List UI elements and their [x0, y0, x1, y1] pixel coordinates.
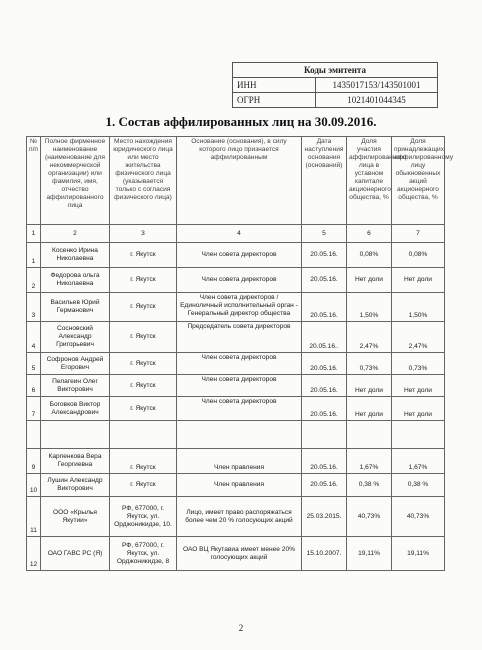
- col-header-number: № п/п: [27, 137, 41, 225]
- affiliate-stock: 1,67%: [392, 449, 445, 474]
- affiliate-share: 19,11%: [347, 537, 392, 571]
- col-number: 1: [27, 225, 41, 243]
- row-number: 5: [27, 353, 41, 375]
- affiliates-table: [26, 136, 454, 571]
- row-number: 2: [27, 268, 41, 293]
- affiliate-share: Нет доли: [347, 397, 392, 421]
- affiliate-place: г. Якутск: [110, 353, 177, 375]
- section-title: 1. Состав аффилированных лиц на 30.09.2016.: [105, 114, 377, 129]
- affiliate-date: 20.05.16.: [302, 449, 347, 474]
- affiliate-place: г. Якутск: [110, 268, 177, 293]
- col-header-name: Полное фирменное наименование (наименование для некоммерческой организации) или фамилия, имя, отчество аффилированного лица: [41, 137, 110, 225]
- issuer-codes-header: Коды эмитента: [233, 63, 438, 78]
- affiliate-stock: 0,38 %: [392, 474, 445, 497]
- affiliate-name: Васильев Юрий Германович: [41, 293, 110, 322]
- page-number: 2: [238, 623, 244, 633]
- affiliate-basis: Член совета директоров / Единоличный исполнительный орган - Генеральный директор общества: [177, 293, 302, 322]
- affiliate-place: г. Якутск: [110, 322, 177, 353]
- affiliate-date: 20.05.16.: [302, 397, 347, 421]
- row-number: 9: [27, 449, 41, 474]
- affiliate-name: Сосновский Александр Григорьевич: [41, 322, 110, 353]
- affiliate-place: г. Якутск: [110, 397, 177, 421]
- table-row: [27, 397, 445, 421]
- affiliate-stock: 19,11%: [392, 537, 445, 571]
- ogrn-value: 1021401044345: [316, 93, 438, 108]
- affiliate-basis: Член совета директоров: [177, 375, 302, 397]
- row-number: 1: [27, 243, 41, 268]
- table-row-empty: [27, 421, 445, 449]
- row-number: 12: [27, 537, 41, 571]
- affiliate-date: 25.03.2015.: [302, 497, 347, 537]
- col-number: 6: [347, 225, 392, 243]
- row-number: 3: [27, 293, 41, 322]
- row-number: 7: [27, 397, 41, 421]
- affiliate-date: 20.05.16.: [302, 353, 347, 375]
- affiliate-basis: ОАО ВЦ Якутавиа имеет менее 20% голосующих акций: [177, 537, 302, 571]
- col-number: 5: [302, 225, 347, 243]
- table-row: [27, 322, 445, 353]
- affiliate-name: ООО «Крылья Якутии»: [41, 497, 110, 537]
- affiliate-date: 20.05.16.: [302, 474, 347, 497]
- col-header-basis: Основание (основания), в силу которого лицо признается аффилированным: [177, 137, 302, 225]
- table-row: [27, 375, 445, 397]
- affiliate-share: Нет доли: [347, 268, 392, 293]
- affiliate-place: г. Якутск: [110, 293, 177, 322]
- table-header-row: [27, 137, 445, 225]
- affiliate-basis: [177, 421, 302, 449]
- affiliate-name: [41, 421, 110, 449]
- table-row: [27, 537, 445, 571]
- row-number: 11: [27, 497, 41, 537]
- col-number: 3: [110, 225, 177, 243]
- table-row: [27, 474, 445, 497]
- affiliate-date: 20.05.16.: [302, 293, 347, 322]
- affiliate-name: Косенко Ирина Николаевна: [41, 243, 110, 268]
- row-number: [27, 421, 41, 449]
- affiliate-name: ОАО ГАВС РС (Я): [41, 537, 110, 571]
- col-header-date: Дата наступления основания (оснований): [302, 137, 347, 225]
- affiliate-basis: Председатель совета директоров: [177, 322, 302, 353]
- affiliate-date: 20.05.16..: [302, 322, 347, 353]
- table-row: [27, 497, 445, 537]
- affiliate-basis: Член совета директоров: [177, 353, 302, 375]
- affiliate-share: Нет доли: [347, 375, 392, 397]
- table-row: [27, 268, 445, 293]
- affiliate-basis: Член правления: [177, 474, 302, 497]
- affiliate-stock: Нет доли: [392, 375, 445, 397]
- affiliate-name: Лушин Александр Викторович: [41, 474, 110, 497]
- inn-value: 1435017153/143501001: [316, 78, 438, 93]
- affiliate-share: 0,08%: [347, 243, 392, 268]
- affiliate-place: г. Якутск: [110, 474, 177, 497]
- affiliate-stock: 0,08%: [392, 243, 445, 268]
- affiliate-stock: [392, 421, 445, 449]
- col-number: 2: [41, 225, 110, 243]
- affiliate-basis: Член совета директоров: [177, 397, 302, 421]
- table-row: [27, 449, 445, 474]
- affiliate-basis: Член правления: [177, 449, 302, 474]
- affiliate-name: Софронов Андрей Егорович: [41, 353, 110, 375]
- affiliate-place: г. Якутск: [110, 375, 177, 397]
- col-number: 4: [177, 225, 302, 243]
- table-row: [27, 353, 445, 375]
- affiliate-share: 1,50%: [347, 293, 392, 322]
- affiliate-date: 20.05.16.: [302, 243, 347, 268]
- affiliate-share: 40,73%: [347, 497, 392, 537]
- ogrn-label: ОГРН: [233, 93, 316, 108]
- column-numbers-row: [27, 225, 445, 243]
- table-row: [27, 243, 445, 268]
- affiliate-place: [110, 421, 177, 449]
- affiliate-name: Карпенкова Вера Георгиевна: [41, 449, 110, 474]
- affiliate-share: [347, 421, 392, 449]
- col-header-stock: Доля принадлежащих аффилированному лицу обыкновенных акций акционерного общества, %: [392, 137, 445, 225]
- col-header-place: Место нахождения юридического лица или место жительства физического лица (указывается только с согласия физического лица): [110, 137, 177, 225]
- affiliate-place: г. Якутск: [110, 243, 177, 268]
- affiliate-stock: 2,47%: [392, 322, 445, 353]
- affiliate-stock: Нет доли: [392, 397, 445, 421]
- affiliate-share: 0,73%: [347, 353, 392, 375]
- row-number: 10: [27, 474, 41, 497]
- affiliate-basis: Член совета директоров: [177, 268, 302, 293]
- affiliate-basis: Лицо, имеет право распоряжаться более чем 20 % голосующих акций: [177, 497, 302, 537]
- affiliate-basis: Член совета директоров: [177, 243, 302, 268]
- affiliate-share: 0,38 %: [347, 474, 392, 497]
- issuer-codes-table: [232, 62, 438, 108]
- affiliate-name: Федорова ольга Николаевна: [41, 268, 110, 293]
- affiliate-stock: 0,73%: [392, 353, 445, 375]
- affiliate-place: РФ, 677000, г. Якутск, ул. Орджоникидзе, 10.: [110, 497, 177, 537]
- inn-label: ИНН: [233, 78, 316, 93]
- affiliate-stock: 1,50%: [392, 293, 445, 322]
- affiliate-stock: Нет доли: [392, 268, 445, 293]
- row-number: 4: [27, 322, 41, 353]
- affiliate-place: г. Якутск: [110, 449, 177, 474]
- row-number: 6: [27, 375, 41, 397]
- affiliate-date: 20.05.16.: [302, 268, 347, 293]
- affiliate-name: Пелагеин Олег Викторович: [41, 375, 110, 397]
- table-row: [27, 293, 445, 322]
- affiliate-stock: 40,73%: [392, 497, 445, 537]
- affiliate-name: Боговков Виктор Александрович: [41, 397, 110, 421]
- col-header-share: Доля участия аффилированного лица в уставном капитале акционерного общества, %: [347, 137, 392, 225]
- affiliate-share: 2,47%: [347, 322, 392, 353]
- affiliate-date: 20.05.16.: [302, 375, 347, 397]
- affiliate-date: [302, 421, 347, 449]
- col-number: 7: [392, 225, 445, 243]
- affiliate-share: 1,67%: [347, 449, 392, 474]
- affiliate-date: 15.10.2007.: [302, 537, 347, 571]
- affiliate-place: РФ, 677000, г. Якутск, ул. Орджоникидзе, 8: [110, 537, 177, 571]
